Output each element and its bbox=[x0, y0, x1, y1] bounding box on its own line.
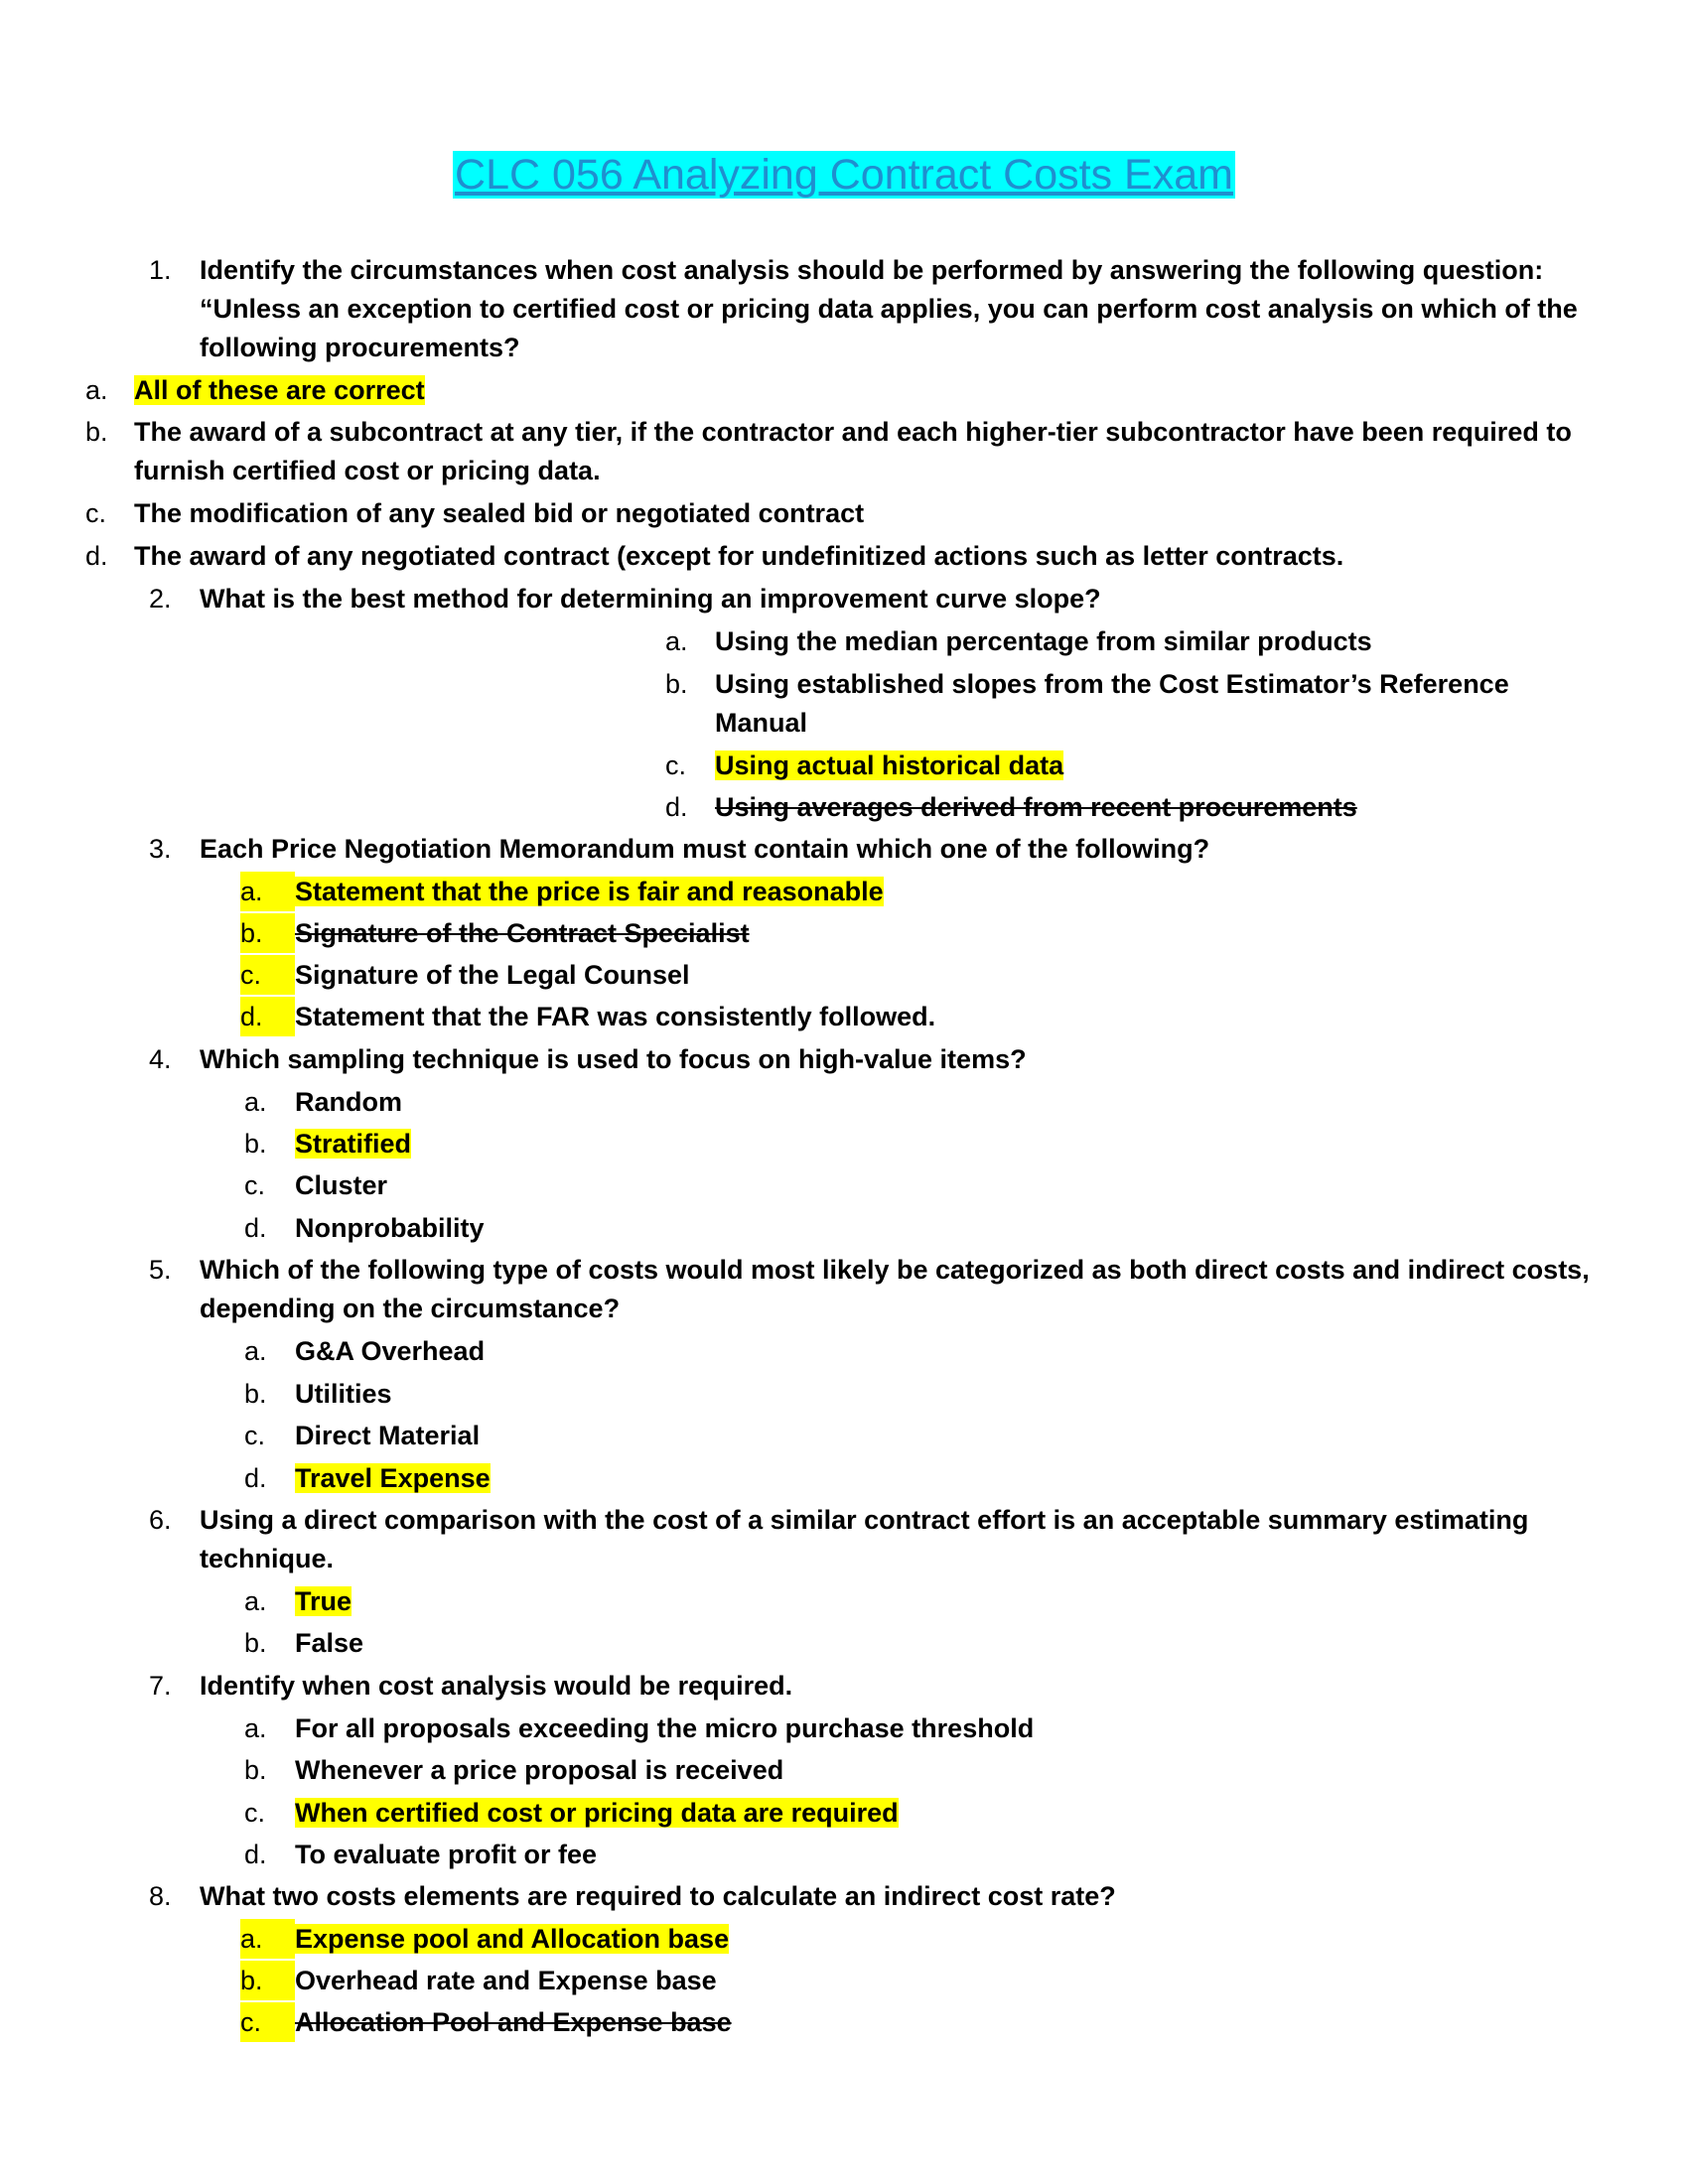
q5-option-c-text: Direct Material bbox=[295, 1421, 481, 1450]
q4-option-d-letter: d. bbox=[244, 1213, 267, 1243]
q6-number: 6. bbox=[149, 1505, 172, 1535]
q8-option-a-letter: a. bbox=[240, 1919, 295, 1959]
q5-text: Which of the following type of costs would most likely be categorized as both direct costs and indirect costs, bbox=[200, 1255, 1590, 1285]
q2-option-b-text: Using established slopes from the Cost Estimator’s Reference bbox=[715, 669, 1509, 699]
q8-option-c-letter: c. bbox=[240, 2002, 295, 2042]
q7-option-b-text: Whenever a price proposal is received bbox=[295, 1755, 784, 1785]
q2-option-d-text: Using averages derived from recent procurements bbox=[715, 792, 1357, 822]
q1-option-a-text: All of these are correct bbox=[134, 375, 425, 405]
q6-option-b-letter: b. bbox=[244, 1628, 267, 1658]
q4-text: Which sampling technique is used to focus on high-value items? bbox=[200, 1044, 1027, 1074]
q7-option-a-letter: a. bbox=[244, 1713, 267, 1743]
q5-option-d-text: Travel Expense bbox=[295, 1463, 491, 1493]
q1-option-c-text: The modification of any sealed bid or negotiated contract bbox=[134, 498, 865, 528]
q3-option-b-letter: b. bbox=[240, 913, 295, 953]
q1-text-line3: following procurements? bbox=[200, 333, 520, 362]
q7-option-c bbox=[295, 1793, 899, 1833]
q1-option-d-text: The award of any negotiated contract (except for undefinitized actions such as letter contracts. bbox=[134, 541, 1344, 571]
q5-text-line2: depending on the circumstance? bbox=[200, 1294, 621, 1323]
q2-option-c-text: Using actual historical data bbox=[715, 751, 1064, 780]
q4-number: 4. bbox=[149, 1044, 172, 1074]
q3-option-c-letter: c. bbox=[240, 955, 295, 995]
q1-option-b-text-line2: furnish certified cost or pricing data. bbox=[134, 456, 601, 485]
q7-option-b-letter: b. bbox=[244, 1755, 267, 1785]
q6-text-line2: technique. bbox=[200, 1544, 335, 1573]
title-text: CLC 056 Analyzing Contract Costs Exam bbox=[455, 151, 1233, 199]
q7-option-d-letter: d. bbox=[244, 1840, 267, 1869]
q5-option-b-letter: b. bbox=[244, 1379, 267, 1409]
q6-option-a-text: True bbox=[295, 1586, 352, 1616]
q2-text: What is the best method for determining an improvement curve slope? bbox=[200, 584, 1101, 614]
q7-number: 7. bbox=[149, 1671, 172, 1701]
q4-option-b-letter: b. bbox=[244, 1129, 267, 1159]
q2-option-a-text: Using the median percentage from similar products bbox=[715, 626, 1372, 656]
q2-option-c-letter: c. bbox=[665, 751, 687, 780]
q6-option-a bbox=[295, 1581, 352, 1621]
q1-option-c-letter: c. bbox=[85, 498, 107, 528]
q8-number: 8. bbox=[149, 1881, 172, 1911]
q8-option-a-text: Expense pool and Allocation base bbox=[295, 1924, 730, 1954]
q2-number: 2. bbox=[149, 584, 172, 614]
q1-option-a bbox=[134, 370, 425, 410]
q3-option-c-text: Signature of the Legal Counsel bbox=[295, 960, 690, 990]
q5-option-c-letter: c. bbox=[244, 1421, 266, 1450]
q2-option-b-text-line2: Manual bbox=[715, 708, 808, 738]
q1-text-line1: Identify the circumstances when cost analysis should be performed by answering the following question: bbox=[200, 255, 1544, 285]
q6-text: Using a direct comparison with the cost of a similar contract effort is an acceptable summary estimating bbox=[200, 1505, 1529, 1535]
q7-option-d-text: To evaluate profit or fee bbox=[295, 1840, 598, 1869]
q8-option-b-text: Overhead rate and Expense base bbox=[295, 1966, 717, 1995]
q8-text: What two costs elements are required to calculate an indirect cost rate? bbox=[200, 1881, 1116, 1911]
q8-option-c-text: Allocation Pool and Expense base bbox=[295, 2007, 732, 2037]
q3-text: Each Price Negotiation Memorandum must contain which one of the following? bbox=[200, 834, 1210, 864]
q7-option-a-text: For all proposals exceeding the micro purchase threshold bbox=[295, 1713, 1035, 1743]
q3-option-d-letter: d. bbox=[240, 997, 295, 1036]
q4-option-d-text: Nonprobability bbox=[295, 1213, 485, 1243]
q4-option-b bbox=[295, 1124, 411, 1163]
q2-option-c bbox=[715, 746, 1063, 785]
q5-number: 5. bbox=[149, 1255, 172, 1285]
q6-option-a-letter: a. bbox=[244, 1586, 267, 1616]
q3-option-a bbox=[295, 872, 884, 911]
q2-option-b-letter: b. bbox=[665, 669, 688, 699]
q2-option-a-letter: a. bbox=[665, 626, 688, 656]
q7-text: Identify when cost analysis would be required. bbox=[200, 1671, 793, 1701]
q1-option-b-text: The award of a subcontract at any tier, if the contractor and each higher-tier subcontractor have been required to bbox=[134, 417, 1572, 447]
q4-option-c-letter: c. bbox=[244, 1170, 266, 1200]
q3-option-a-letter: a. bbox=[240, 872, 295, 911]
q8-option-a bbox=[295, 1919, 729, 1959]
q6-option-b-text: False bbox=[295, 1628, 364, 1658]
q3-option-d-text: Statement that the FAR was consistently followed. bbox=[295, 1002, 936, 1031]
q5-option-b-text: Utilities bbox=[295, 1379, 392, 1409]
page-title bbox=[0, 147, 1688, 203]
q1-option-a-letter: a. bbox=[85, 375, 108, 405]
q7-option-c-letter: c. bbox=[244, 1798, 266, 1828]
q2-option-d-letter: d. bbox=[665, 792, 688, 822]
q4-option-c-text: Cluster bbox=[295, 1170, 388, 1200]
q5-option-d-letter: d. bbox=[244, 1463, 267, 1493]
q5-option-a-letter: a. bbox=[244, 1336, 267, 1366]
q1-option-d-letter: d. bbox=[85, 541, 108, 571]
q5-option-a-text: G&A Overhead bbox=[295, 1336, 486, 1366]
q4-option-b-text: Stratified bbox=[295, 1129, 412, 1159]
q1-text-line2: “Unless an exception to certified cost or pricing data applies, you can perform cost analysis on which of the bbox=[200, 294, 1578, 324]
q4-option-a-letter: a. bbox=[244, 1087, 267, 1117]
q7-option-c-text: When certified cost or pricing data are required bbox=[295, 1798, 899, 1828]
q4-option-a-text: Random bbox=[295, 1087, 402, 1117]
q3-option-a-text: Statement that the price is fair and reasonable bbox=[295, 877, 884, 906]
q1-number: 1. bbox=[149, 255, 172, 285]
q3-option-b-text: Signature of the Contract Specialist bbox=[295, 918, 750, 948]
q3-number: 3. bbox=[149, 834, 172, 864]
q1-option-b-letter: b. bbox=[85, 417, 108, 447]
q5-option-d bbox=[295, 1458, 491, 1498]
q8-option-b-letter: b. bbox=[240, 1961, 295, 2000]
